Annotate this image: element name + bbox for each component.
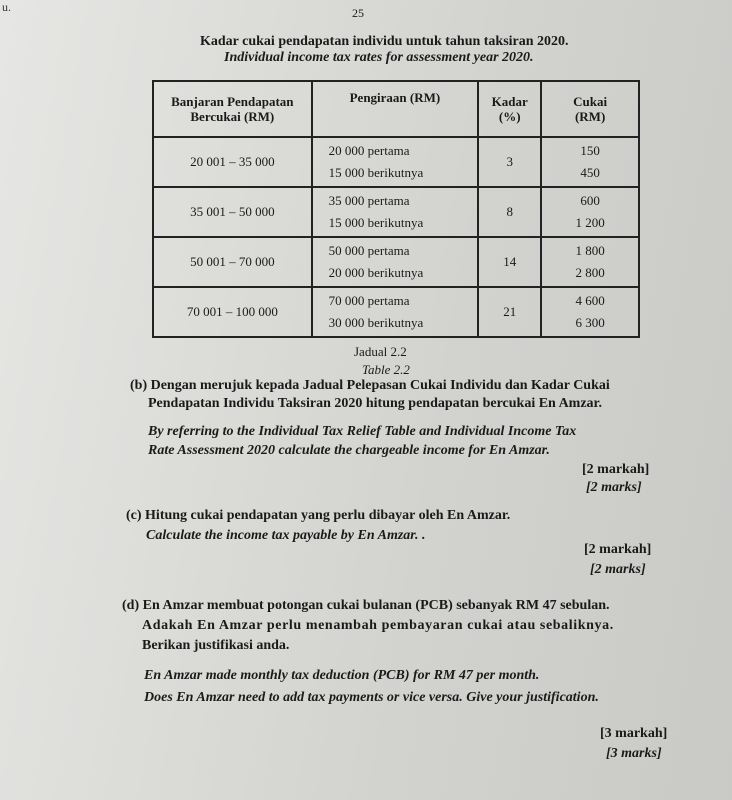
tax-next: 2 800 — [575, 265, 605, 280]
header-tax — [541, 81, 639, 137]
tax-first: 600 — [580, 193, 600, 208]
question-b-english-line2: Rate Assessment 2020 calculate the chargeable income for En Amzar. — [148, 443, 550, 458]
page-number: 25 — [352, 6, 364, 20]
header-income-range-line2: Bercukai (RM) — [190, 109, 275, 124]
rate-cell: 3 — [478, 137, 541, 187]
question-c-marks-english: [2 marks] — [590, 562, 646, 577]
header-rate — [478, 81, 541, 137]
calculation-next: 30 000 berikutnya — [328, 315, 424, 330]
tax-cell — [541, 137, 639, 187]
header-income-range-line1: Banjaran Pendapatan — [171, 94, 294, 109]
question-d-malay-line2: Adakah En Amzar perlu menambah pembayaran cukai atau sebaliknya. — [142, 618, 614, 633]
income-range-cell: 50 001 – 70 000 — [153, 237, 312, 287]
question-d-malay-line1: (d) En Amzar membuat potongan cukai bulanan (PCB) sebanyak RM 47 sebulan. — [122, 598, 610, 613]
question-b-english-line1: By referring to the Individual Tax Relief Table and Individual Income Tax — [148, 424, 577, 439]
tax-cell — [541, 237, 639, 287]
calculation-cell — [312, 287, 479, 337]
header-rate-line1: Kadar — [491, 94, 528, 109]
question-c-english: Calculate the income tax payable by En Amzar. . — [146, 528, 426, 543]
tax-first: 4 600 — [575, 293, 605, 308]
title-malay: Kadar cukai pendapatan individu untuk tahun taksiran 2020. — [200, 34, 569, 49]
tax-next: 1 200 — [575, 215, 605, 230]
table-row — [153, 187, 639, 237]
calculation-first: 70 000 pertama — [328, 293, 410, 308]
table-row — [153, 137, 639, 187]
tax-next: 450 — [580, 165, 600, 180]
income-range-cell: 35 001 – 50 000 — [153, 187, 312, 237]
rate-cell: 14 — [478, 237, 541, 287]
header-tax-line1: Cukai — [573, 94, 608, 109]
question-b-marks-malay: [2 markah] — [582, 462, 650, 477]
header-tax-line2: (RM) — [574, 109, 606, 124]
header-calculation — [312, 81, 479, 137]
question-b-marks-english: [2 marks] — [586, 480, 642, 495]
question-d-marks-english: [3 marks] — [606, 746, 662, 761]
question-d-marks-malay: [3 markah] — [600, 726, 668, 741]
table-caption-malay: Jadual 2.2 — [354, 344, 407, 359]
table-row — [153, 237, 639, 287]
tax-cell — [541, 187, 639, 237]
rate-cell: 21 — [478, 287, 541, 337]
title-english: Individual income tax rates for assessment year 2020. — [224, 50, 534, 65]
calculation-first: 35 000 pertama — [328, 193, 410, 208]
question-b-malay-line1: (b) Dengan merujuk kepada Jadual Pelepasan Cukai Individu dan Kadar Cukai — [130, 378, 610, 393]
tax-first: 150 — [580, 143, 600, 158]
calculation-first: 50 000 pertama — [328, 243, 410, 258]
calculation-next: 20 000 berikutnya — [328, 265, 424, 280]
question-d-english-line2: Does En Amzar need to add tax payments or vice versa. Give your justification. — [144, 690, 599, 705]
calculation-first: 20 000 pertama — [328, 143, 410, 158]
question-d-english-line1: En Amzar made monthly tax deduction (PCB) for RM 47 per month. — [144, 668, 540, 683]
question-c-malay: (c) Hitung cukai pendapatan yang perlu dibayar oleh En Amzar. — [126, 508, 511, 523]
calculation-next: 15 000 berikutnya — [328, 215, 424, 230]
tax-cell — [541, 287, 639, 337]
income-range-cell: 20 001 – 35 000 — [153, 137, 312, 187]
tax-rate-table — [152, 80, 640, 338]
header-income-range — [153, 81, 312, 137]
header-calculation-label: Pengiraan (RM) — [349, 90, 441, 105]
calculation-cell — [312, 237, 479, 287]
tax-first: 1 800 — [575, 243, 605, 258]
tax-next: 6 300 — [575, 315, 605, 330]
calculation-next: 15 000 berikutnya — [328, 165, 424, 180]
table-header-row — [153, 81, 639, 137]
calculation-cell — [312, 187, 479, 237]
calculation-cell — [312, 137, 479, 187]
table-row — [153, 287, 639, 337]
question-d-malay-line3: Berikan justifikasi anda. — [142, 638, 290, 653]
rate-cell: 8 — [478, 187, 541, 237]
header-rate-line2: (%) — [498, 109, 521, 124]
question-c-marks-malay: [2 markah] — [584, 542, 652, 557]
question-b-malay-line2: Pendapatan Individu Taksiran 2020 hitung pendapatan bercukai En Amzar. — [148, 396, 602, 411]
table-caption-english: Table 2.2 — [362, 362, 410, 377]
corner-mark: u. — [2, 0, 11, 14]
income-range-cell: 70 001 – 100 000 — [153, 287, 312, 337]
